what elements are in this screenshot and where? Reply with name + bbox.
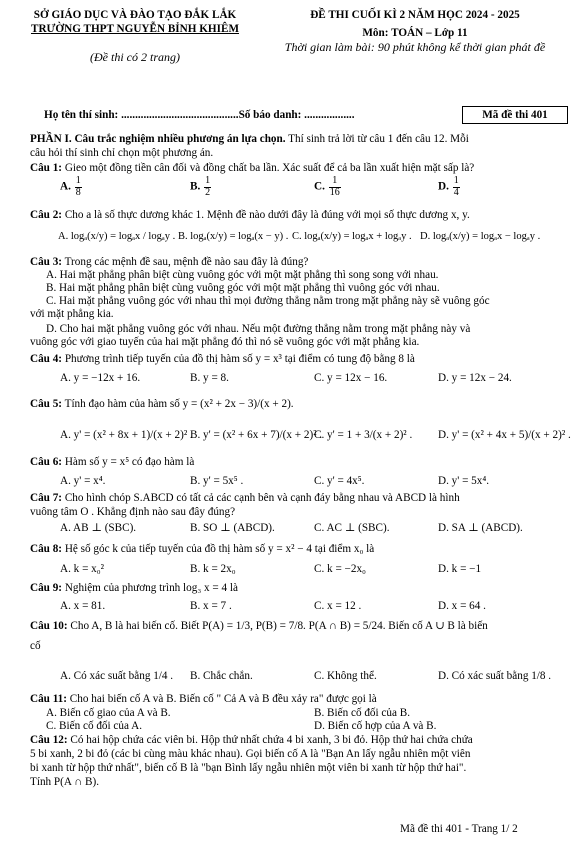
question-4: Câu 4: Phương trình tiếp tuyến của đồ thị hàm số y = x³ tại điểm có tung độ bằng 8 là bbox=[30, 353, 415, 365]
part1-title: PHẦN I. Câu trắc nghiệm nhiều phương án lựa chọn. bbox=[30, 133, 286, 145]
part1-desc: Thí sinh trả lời từ câu 1 đến câu 12. Mỗi bbox=[285, 133, 469, 145]
sbd-label: Số báo danh: .................. bbox=[238, 109, 355, 121]
q5-option-b[interactable]: B. y' = (x² + 6x + 7)/(x + 2)² . bbox=[190, 429, 323, 441]
header-right bbox=[255, 8, 575, 55]
q8-option-a[interactable]: A. k = x₀² bbox=[60, 563, 105, 575]
exam-code-box: Mã đề thi 401 bbox=[462, 106, 568, 124]
question-8: Câu 8: Hệ số góc k của tiếp tuyến của đồ thị hàm số y = x² − 4 tại điểm x₀ là bbox=[30, 543, 375, 555]
question-number: Câu 1: bbox=[30, 162, 63, 174]
q3-option-b[interactable]: B. Hai mặt phẳng phân biệt cùng vuông góc với một mặt phẳng thì vuông góc với nhau. bbox=[46, 282, 440, 294]
question-2: Câu 2: Cho a là số thực dương khác 1. Mệnh đề nào dưới đây là đúng với mọi số thực dương x, y. bbox=[30, 209, 470, 221]
student-name-line bbox=[44, 108, 355, 122]
q7-option-a[interactable]: A. AB ⊥ (SBC). bbox=[60, 522, 137, 534]
q1-option-c[interactable]: C. $\frac{1}{16}$ bbox=[314, 175, 340, 198]
q10-option-c[interactable]: C. Không thể. bbox=[314, 670, 377, 682]
q10-option-a[interactable]: A. Có xác suất bằng 1/4 . bbox=[60, 670, 174, 682]
question-1 bbox=[30, 161, 570, 175]
q8-option-b[interactable]: B. k = 2x₀ bbox=[190, 563, 236, 575]
q2-option-d[interactable]: D. logₐ(x/y) = logₐx − logₐy . bbox=[420, 231, 541, 242]
q6-option-b[interactable]: B. y' = 5x⁵ . bbox=[190, 475, 244, 487]
q4-option-d[interactable]: D. y = 12x − 24. bbox=[438, 372, 512, 384]
q9-option-b[interactable]: B. x = 7 . bbox=[190, 600, 232, 612]
q9-option-d[interactable]: D. x = 64 . bbox=[438, 600, 486, 612]
question-9: Câu 9: Nghiệm của phương trình log₃ x = 4 là bbox=[30, 582, 239, 594]
q2-option-a[interactable]: A. logₐ(x/y) = logₐx / logₐy . bbox=[58, 231, 176, 242]
q10-option-d[interactable]: D. Có xác suất bằng 1/8 . bbox=[438, 670, 552, 682]
part1-intro bbox=[30, 132, 570, 160]
q3-option-c-cont: với mặt phẳng kia. bbox=[30, 308, 114, 320]
q7-option-d[interactable]: D. SA ⊥ (ABCD). bbox=[438, 522, 523, 534]
header-left bbox=[20, 8, 250, 65]
q4-option-b[interactable]: B. y = 8. bbox=[190, 372, 229, 384]
q11-option-d[interactable]: D. Biến cố hợp của A và B. bbox=[314, 720, 437, 732]
q6-option-c[interactable]: C. y' = 4x⁵. bbox=[314, 475, 365, 487]
question-5: Câu 5: Tính đạo hàm của hàm số y = (x² + 2x − 3)/(x + 2). bbox=[30, 398, 294, 410]
exam-title: ĐỀ THI CUỐI KÌ 2 NĂM HỌC 2024 - 2025 bbox=[310, 9, 520, 21]
q3-option-c[interactable]: C. Hai mặt phẳng vuông góc với nhau thì mọi đường thẳng nằm trong mặt phẳng này sẽ vuông góc bbox=[46, 295, 490, 307]
q5-option-c[interactable]: C. y' = 1 + 3/(x + 2)² . bbox=[314, 429, 413, 441]
question-3: Câu 3: Trong các mệnh đề sau, mệnh đề nào sau đây là đúng? bbox=[30, 256, 309, 268]
question-10: Câu 10: Cho A, B là hai biến cố. Biết P(A) = 1/3, P(B) = 7/8. P(A ∩ B) = 5/24. Biến cố A ∪ B là biến cố bbox=[30, 620, 488, 652]
question-text: Gieo một đồng tiền cân đối và đồng chất ba lần. Xác suất để cả ba lần xuất hiện mặt sấp là? bbox=[62, 162, 475, 174]
q1-option-a[interactable]: A. $\frac{1}{8}$ bbox=[60, 175, 81, 198]
q8-option-c[interactable]: C. k = −2x₀ bbox=[314, 563, 366, 575]
page-footer: Mã đề thi 401 - Trang 1/ 2 bbox=[400, 823, 518, 835]
school-name: TRƯỜNG THPT NGUYỄN BỈNH KHIÊM bbox=[30, 23, 240, 35]
q9-option-c[interactable]: C. x = 12 . bbox=[314, 600, 362, 612]
department: SỞ GIÁO DỤC VÀ ĐÀO TẠO ĐẮK LẮK bbox=[33, 9, 237, 21]
q11-option-b[interactable]: B. Biến cố đối của B. bbox=[314, 707, 411, 719]
time-limit: Thời gian làm bài: 90 phút không kể thời gian phát đề bbox=[284, 40, 546, 54]
q3-option-d-cont: vuông góc với giao tuyến của hai mặt phẳng đó thì nó sẽ vuông góc với mặt phẳng kia. bbox=[30, 336, 420, 348]
q10-option-b[interactable]: B. Chắc chắn. bbox=[190, 670, 253, 682]
question-7: Câu 7: Cho hình chóp S.ABCD có tất cả các cạnh bên và cạnh đáy bằng nhau và ABCD là hình vuông tâm O . Khẳng định nào sau đây đúng? bbox=[30, 492, 460, 518]
q2-option-c[interactable]: C. logₐ(x/y) = logₐx + logₐy . bbox=[292, 231, 412, 242]
q4-option-c[interactable]: C. y = 12x − 16. bbox=[314, 372, 388, 384]
question-6: Câu 6: Hàm số y = x⁵ có đạo hàm là bbox=[30, 456, 195, 468]
q9-option-a[interactable]: A. x = 81. bbox=[60, 600, 106, 612]
q11-option-a[interactable]: A. Biến cố giao của A và B. bbox=[46, 707, 171, 719]
q6-option-d[interactable]: D. y' = 5x⁴. bbox=[438, 475, 490, 487]
q8-option-d[interactable]: D. k = −1 bbox=[438, 563, 482, 575]
part1-desc2: câu hỏi thí sinh chỉ chọn một phương án. bbox=[30, 147, 214, 159]
subject: Môn: TOÁN – Lớp 11 bbox=[362, 27, 468, 39]
q1-option-b[interactable]: B. $\frac{1}{2}$ bbox=[190, 175, 211, 198]
q6-option-a[interactable]: A. y' = x⁴. bbox=[60, 475, 106, 487]
q1-option-d[interactable]: D. $\frac{1}{4}$ bbox=[438, 175, 459, 198]
q5-option-d[interactable]: D. y' = (x² + 4x + 5)/(x + 2)² . bbox=[438, 429, 571, 441]
q7-option-c[interactable]: C. AC ⊥ (SBC). bbox=[314, 522, 390, 534]
question-11: Câu 11: Cho hai biến cố A và B. Biến cố " Cả A và B đều xảy ra" được gọi là bbox=[30, 693, 377, 705]
q4-option-a[interactable]: A. y = −12x + 16. bbox=[60, 372, 141, 384]
student-name-label: Họ tên thí sinh: .......................................... bbox=[44, 109, 239, 121]
question-12: Câu 12: Có hai hộp chứa các viên bi. Hộp thứ nhất chứa 4 bi xanh, 3 bi đỏ. Hộp thứ hai chứa chứa 5 bi xanh, 2 bi đỏ (các bi cùng màu khác nhau). Gọi biến cố A là "Bạn An lấy ngẫu nhiên một viên bi xanh từ hộp thứ nhất", biến cố B là "bạn Bình lấy ngẫu nhiên một viên bi xanh từ hộp thứ hai". Tính P(A ∩ B). bbox=[30, 734, 473, 788]
q2-option-b[interactable]: B. logₐ(x/y) = logₐ(x − y) . bbox=[178, 231, 289, 242]
q11-option-c[interactable]: C. Biến cố đối của A. bbox=[46, 720, 143, 732]
page-count: (Đề thi có 2 trang) bbox=[90, 50, 180, 64]
q3-option-d[interactable]: D. Cho hai mặt phẳng vuông góc với nhau. Nếu một đường thẳng nằm trong mặt phẳng này và bbox=[46, 323, 471, 335]
q7-option-b[interactable]: B. SO ⊥ (ABCD). bbox=[190, 522, 275, 534]
q3-option-a[interactable]: A. Hai mặt phẳng phân biệt cùng vuông góc với một mặt phẳng thì song song với nhau. bbox=[46, 269, 439, 281]
q5-option-a[interactable]: A. y' = (x² + 8x + 1)/(x + 2)² . bbox=[60, 429, 193, 441]
